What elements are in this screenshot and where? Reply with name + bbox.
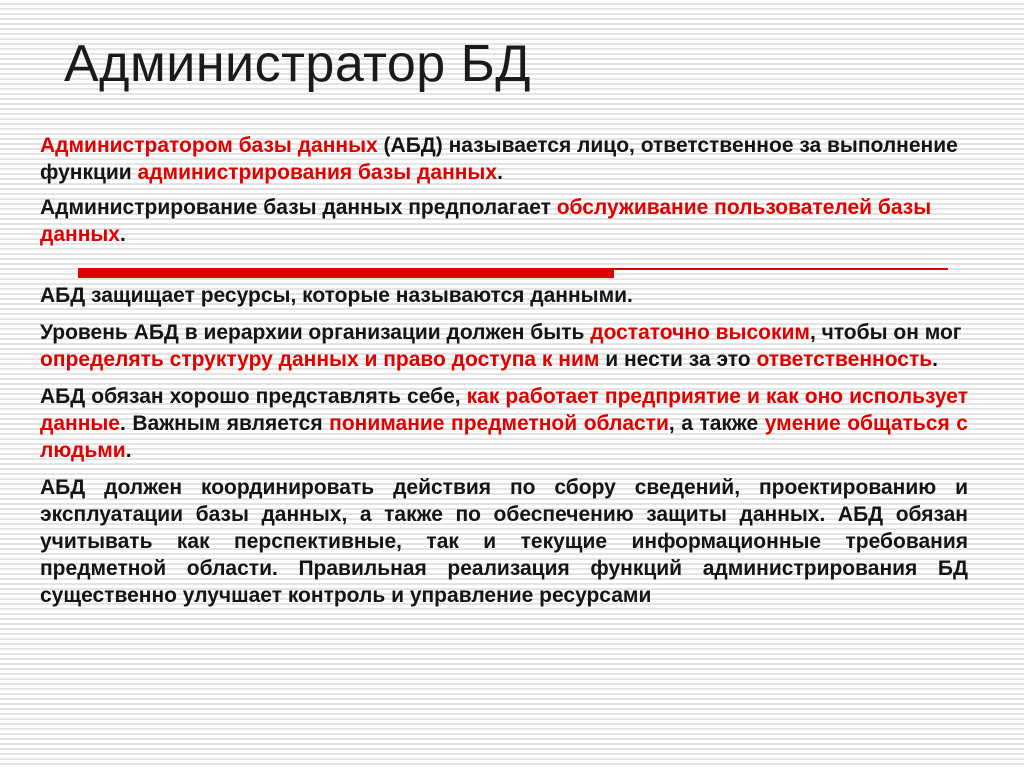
text: (АБД) называется лицо, ответственное за выполнение функции: [40, 134, 958, 184]
text: АБД защищает ресурсы, которые называются данными.: [40, 284, 633, 307]
text: АБД должен координировать действия по сбору сведений, проектированию и эксплуатации базы данных, а также по обеспечению защиты данных. АБД обязан учитывать как перспективные, так и текущие информационные требования предметной области. Правильная реализация функций администрирования БД существенно улучшает контроль и управление ресурсами: [40, 476, 968, 607]
slide-body: [40, 132, 968, 619]
text: . Важным является: [120, 412, 330, 435]
paragraph-definition: [40, 132, 968, 186]
text: Уровень АБД в иерархии организации должен быть: [40, 321, 591, 344]
text: Администрирование базы данных предполагает: [40, 196, 557, 219]
text: .: [932, 348, 938, 371]
paragraph-administration: [40, 194, 968, 248]
paragraph-resources: [40, 282, 968, 309]
term-high-level: достаточно высоким: [590, 321, 810, 344]
term-user-service: обслуживание пользователей базы данных: [40, 196, 932, 246]
term-db-administration: администрирования базы данных: [137, 161, 498, 184]
text: .: [497, 161, 503, 184]
paragraph-knowledge: [40, 383, 968, 464]
term-dba: Администратором базы данных: [40, 134, 378, 157]
term-domain-understanding: понимание предметной области: [329, 412, 669, 435]
text: .: [125, 439, 132, 462]
text: и нести за это: [599, 348, 757, 371]
paragraph-hierarchy: [40, 319, 968, 373]
term-how-enterprise-works: как работает предприятие и как оно использует данные: [40, 385, 968, 435]
text: .: [120, 223, 126, 246]
paragraph-coordination: [40, 474, 968, 609]
text: АБД обязан хорошо представлять себе,: [40, 385, 467, 408]
slide-title: Администратор БД: [64, 35, 531, 93]
term-communication-skill: умение общаться с людьми: [40, 412, 968, 462]
term-define-structure: определять структуру данных и право доступа к ним: [40, 348, 600, 371]
text: , чтобы он мог: [809, 321, 962, 344]
text: , а также: [668, 412, 765, 435]
term-responsibility: ответственность: [756, 348, 933, 371]
